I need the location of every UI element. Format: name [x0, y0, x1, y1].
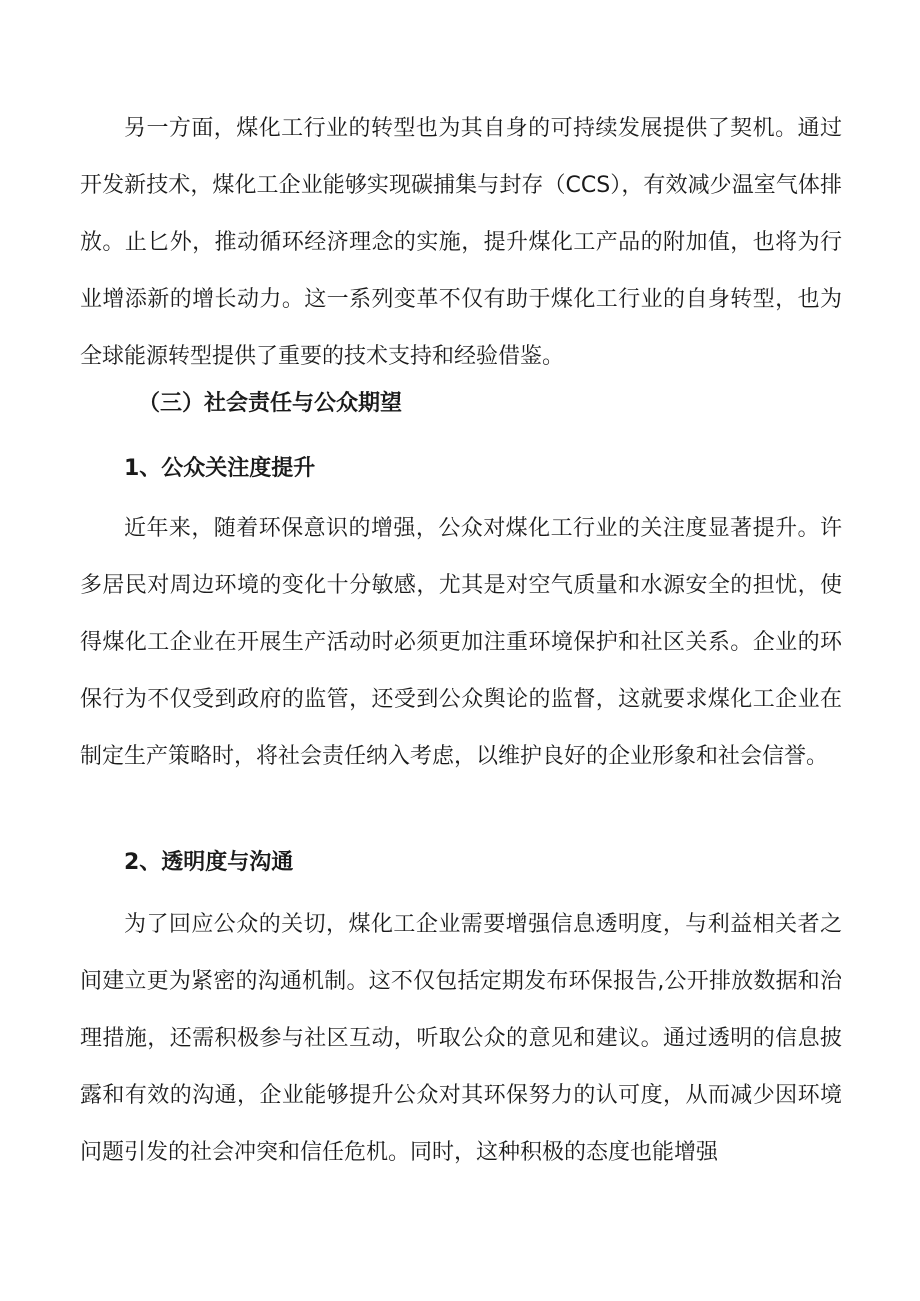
subheading-transparency-communication: 2、透明度与沟通 [124, 850, 294, 875]
section-heading-social-responsibility: （三）社会责任与公众期望 [138, 391, 403, 416]
paragraph-public-attention: 近年来，随着环保意识的增强，公众对煤化工行业的关注度显著提升。许多居民对周边环境的变化十分敏感，尤其是对空气质量和水源安全的担忧，使得煤化工企业在开展生产活动时必须更加注重环境保护和社区关系。企业的环保行为不仅受到政府的监管，还受到公众舆论的监督，这就要求煤化工企业在制定生产策略时，将社会责任纳入考虑，以维护良好的企业形象和社会信誉。 [80, 516, 842, 769]
paragraph-transformation-opportunity: 另一方面，煤化工行业的转型也为其自身的可持续发展提供了契机。通过开发新技术，煤化工企业能够实现碳捕集与封存（CCS），有效减少温室气体排放。止匕外，推动循环经济理念的实施，提升煤化工产品的附加值，也将为行业增添新的增长动力。这一系列变革不仅有助于煤化工行业的自身转型，也为全球能源转型提供了重要的技术支持和经验借鉴。 [80, 116, 842, 369]
paragraph-transparency-communication: 为了回应公众的关切，煤化工企业需要增强信息透明度，与利益相关者之间建立更为紧密的沟通机制。这不仅包括定期发布环保报告,公开排放数据和治理措施，还需积极参与社区互动，听取公众的意见和建议。通过透明的信息披露和有效的沟通，企业能够提升公众对其环保努力的认可度，从而减少因环境问题引发的社会冲突和信任危机。同时，这种积极的态度也能增强 [80, 912, 842, 1165]
subheading-public-attention: 1、公众关注度提升 [124, 456, 316, 481]
